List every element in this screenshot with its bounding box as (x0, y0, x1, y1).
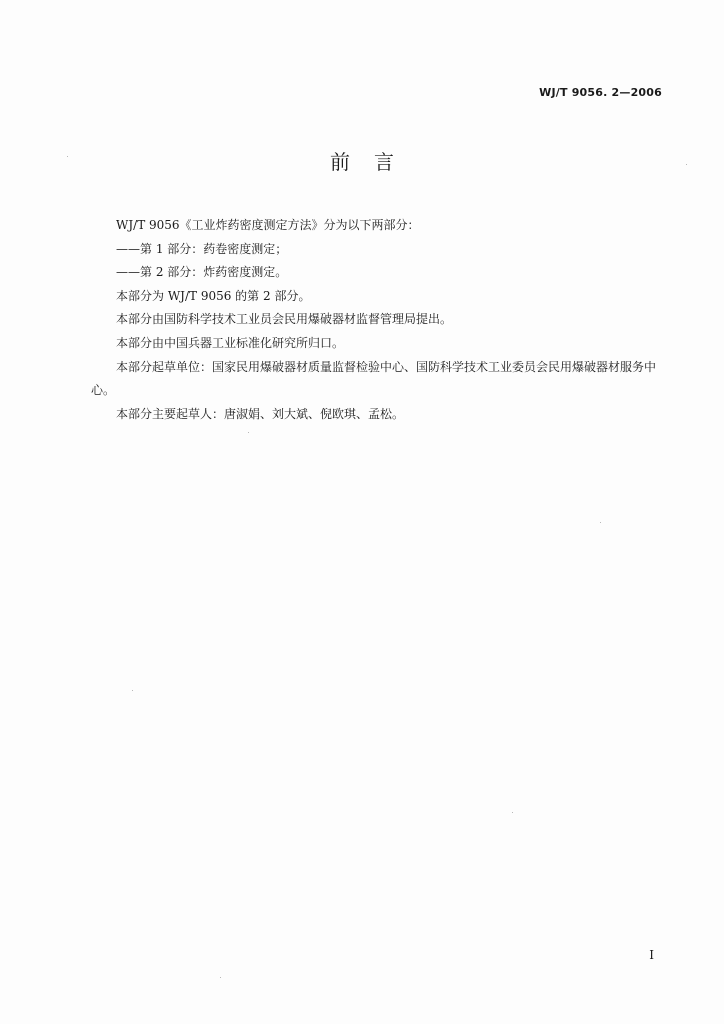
preface-body (91, 214, 671, 426)
scan-speck (132, 690, 133, 691)
scan-speck (220, 977, 221, 978)
scan-speck (600, 522, 601, 523)
paragraph-parts-intro: WJ/T 9056《工业炸药密度测定方法》分为以下两部分： (116, 218, 420, 232)
paragraph-part-1: ——第 1 部分：药卷密度测定； (116, 241, 288, 256)
scan-speck (248, 432, 249, 433)
scan-speck (67, 156, 68, 157)
paragraph-this-part: 本部分为 WJ/T 9056 的第 2 部分。 (116, 288, 311, 303)
scan-speck (512, 812, 513, 813)
page-number: I (649, 948, 654, 962)
paragraph-drafting-units: 本部分起草单位：国家民用爆破器材质量监督检验中心、国防科学技术工业委员会民用爆破器材服务中心。 (91, 359, 657, 398)
scan-speck (686, 164, 687, 165)
paragraph-drafters: 本部分主要起草人：唐淑娟、刘大斌、倪欧琪、孟松。 (116, 406, 405, 421)
paragraph-proposed-by: 本部分由国防科学技术工业员会民用爆破器材监督管理局提出。 (116, 312, 453, 327)
paragraph-part-2: ——第 2 部分：炸药密度测定。 (116, 265, 288, 280)
page-title: 前言 (330, 150, 418, 174)
standard-code: WJ/T 9056. 2—2006 (539, 86, 662, 99)
paragraph-centralized-by: 本部分由中国兵器工业标准化研究所归口。 (116, 335, 345, 350)
